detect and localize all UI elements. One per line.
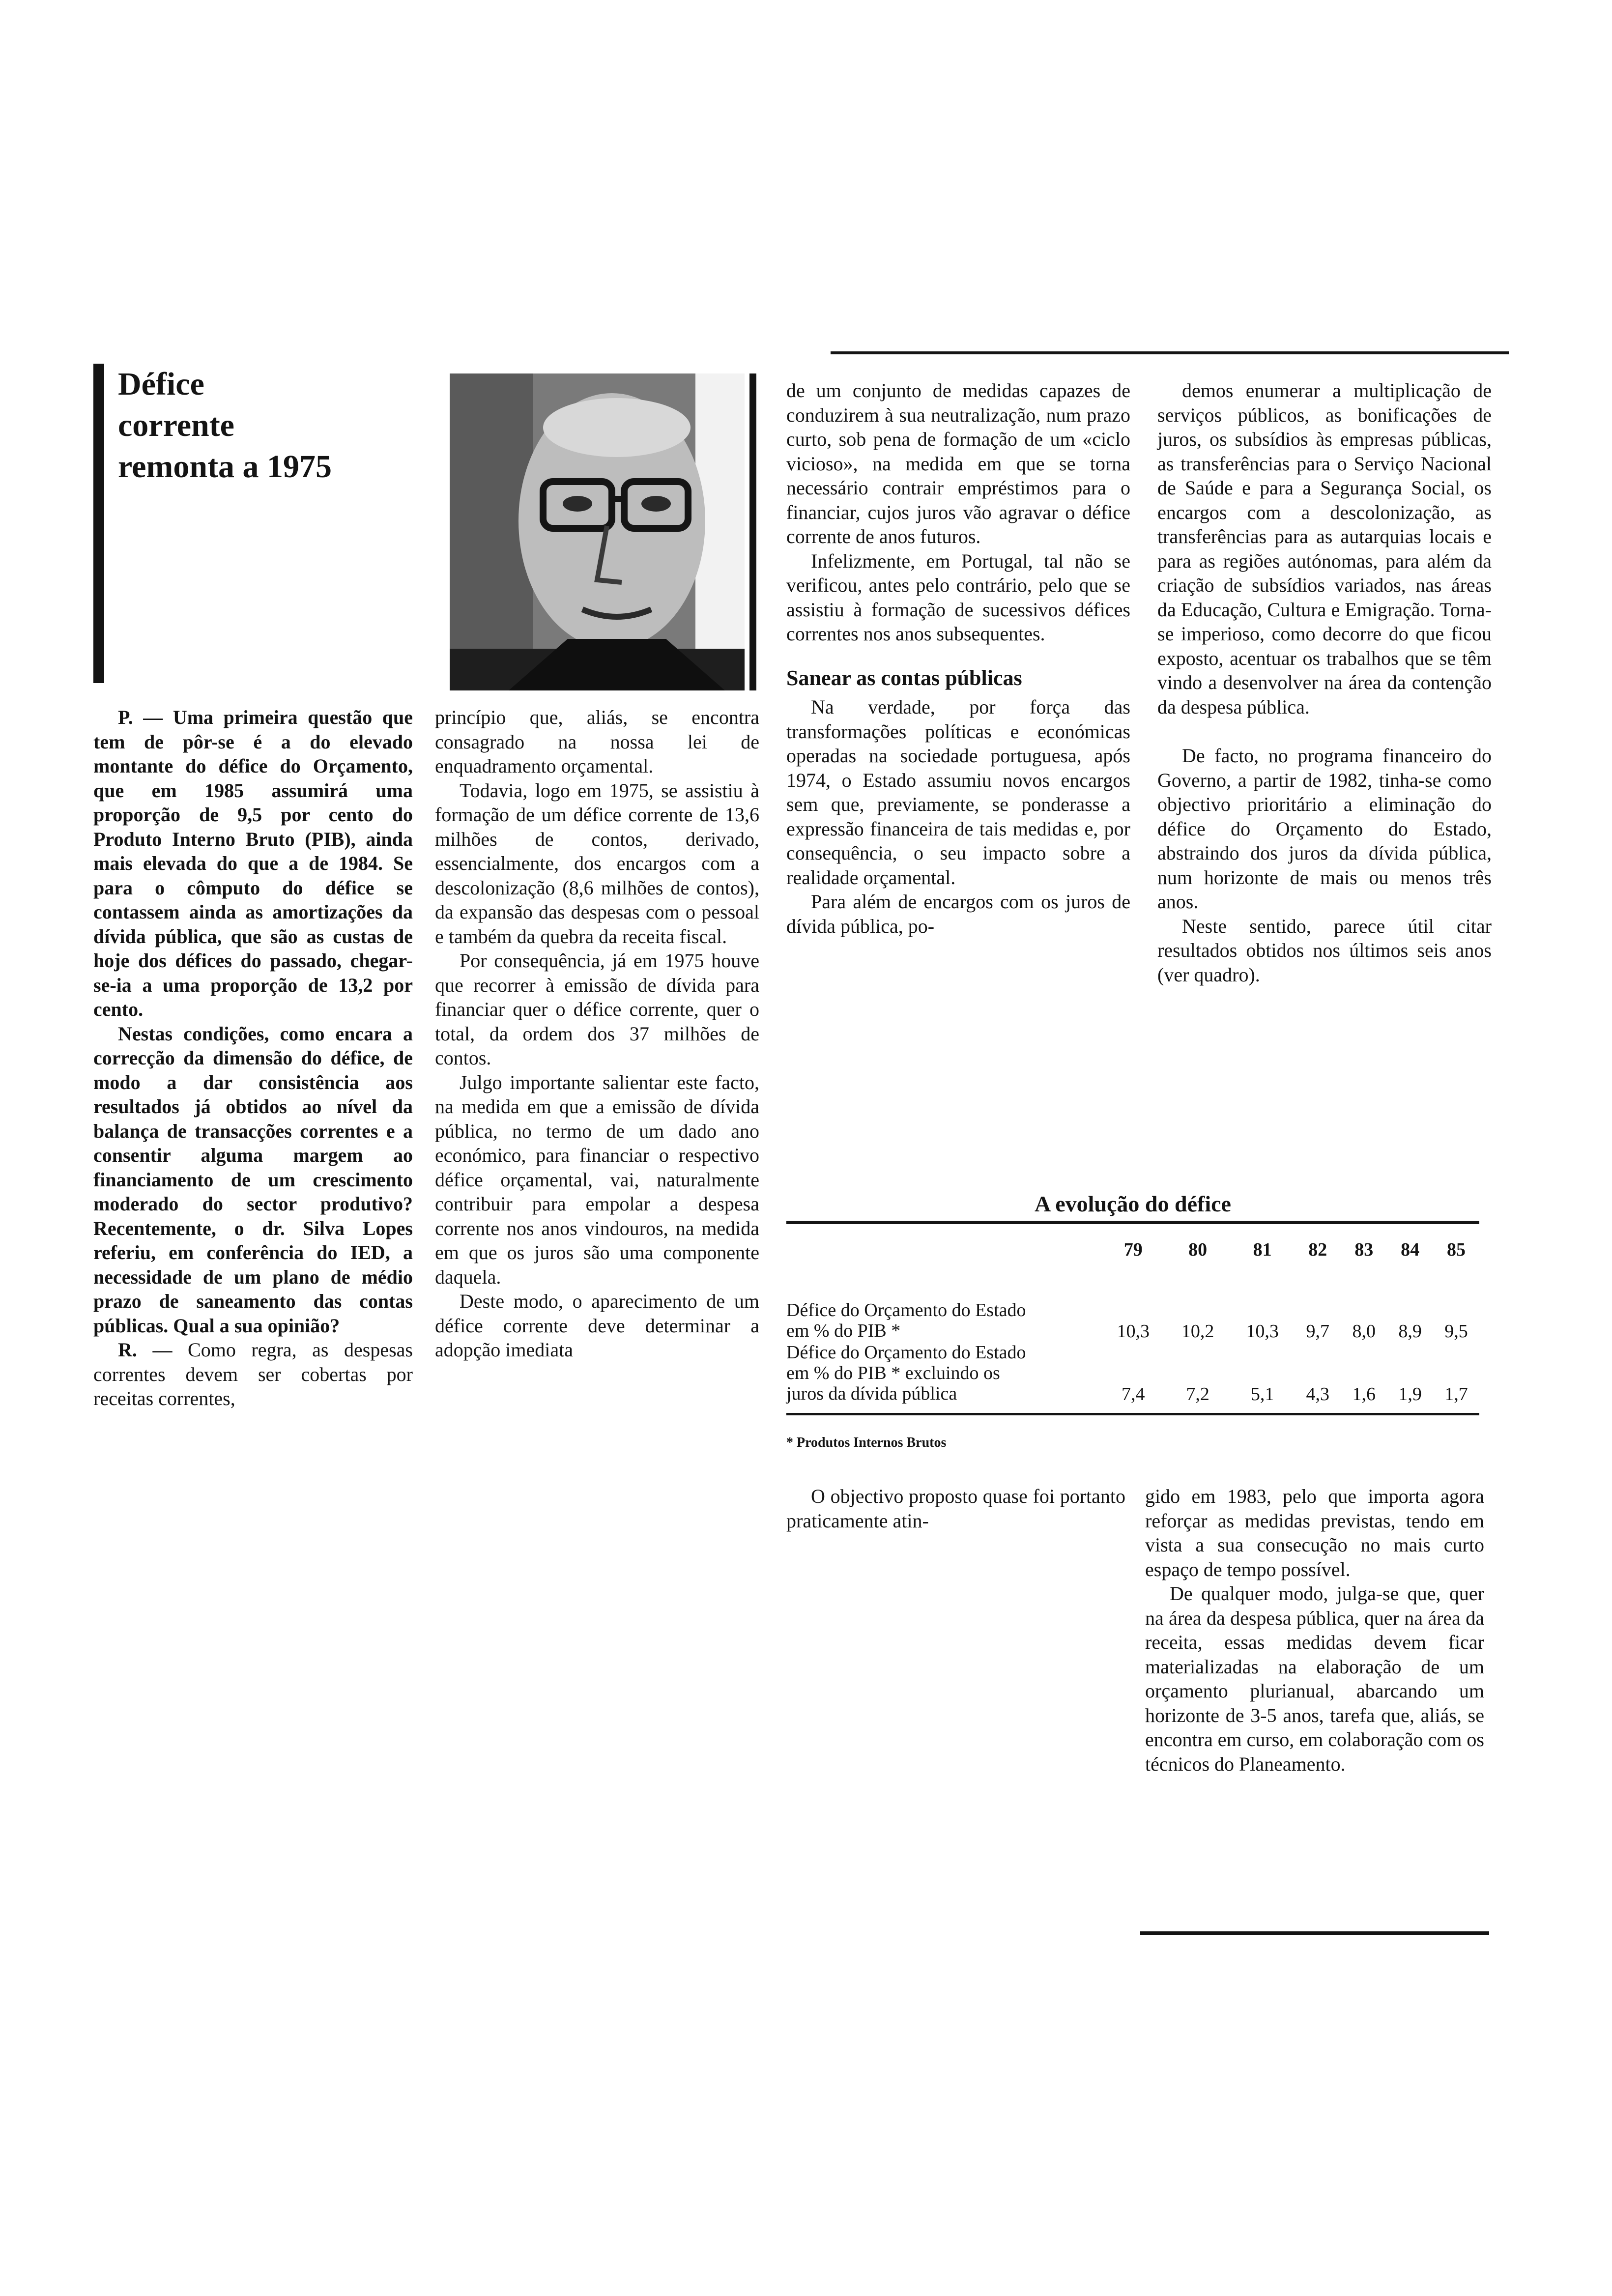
table-footnote: * Produtos Internos Brutos: [786, 1435, 947, 1450]
table-cell: 7,2: [1186, 1384, 1209, 1405]
year-header: 83: [1354, 1239, 1374, 1260]
headline-bar: [93, 364, 104, 683]
col6-paragraph-1: gido em 1983, pelo que importa agora reforçar as medidas previstas, tendo em vista a sua consecução no mais curto espaço de tempo possível.: [1145, 1485, 1484, 1580]
col2-paragraph-4: Julgo importante salientar este facto, na medida em que a emissão de dívida pública, no termo de um dado ano económico, para financiar o respectivo défice orçamental, vai, naturalmente contribuir para empolar a despesa corrente nos anos vindouros, na medida em que os juros são uma componente daquela.: [435, 1071, 759, 1288]
answer-text: Como regra, as despesas correntes devem ser cobertas por receitas correntes,: [93, 1339, 413, 1409]
row-label-line: em % do PIB *: [786, 1320, 901, 1341]
table-cell: 8,0: [1352, 1321, 1376, 1342]
subheading-sanear: Sanear as contas públicas: [786, 665, 1022, 690]
bottom-rule: [1140, 1931, 1489, 1935]
column-3: [786, 378, 1130, 938]
column-1: [93, 705, 413, 1411]
portrait-photo-icon: [450, 373, 745, 690]
row-label: [786, 1342, 1101, 1405]
col2-paragraph-5: Deste modo, o aparecimento de um défice corrente deve determinar a adopção imediata: [435, 1290, 759, 1361]
table-cell: 9,7: [1306, 1321, 1330, 1342]
year-header: 82: [1308, 1239, 1327, 1260]
top-rule: [831, 351, 1509, 354]
answer-label: R. —: [118, 1339, 173, 1361]
deficit-table: [786, 1239, 1479, 1405]
col4-paragraph-2: De facto, no programa financeiro do Governo, a partir de 1982, tinha-se como objectivo prioritário a eliminação do défice do Orçamento do Estado, abstraindo dos juros da dívida pública, num horizonte de mais ou menos três anos.: [1157, 745, 1492, 913]
question-2: Nestas condições, como encara a correcção da dimensão do défice, de modo a dar consistência aos resultados já obtidos ao nível da balança de transacções correntes e a consentir alguma margem ao financiamento de um crescimento moderado do sector produtivo? Recentemente, o dr. Silva Lopes referiu, em conferência do IED, a necessidade de um plano de médio prazo de saneamento das contas públicas. Qual a sua opinião?: [93, 1022, 413, 1337]
row-label-line: Défice do Orçamento do Estado: [786, 1300, 1026, 1320]
year-header: 79: [1123, 1239, 1143, 1260]
table-cell: 9,5: [1444, 1321, 1468, 1342]
col4-paragraph-3: Neste sentido, parece útil citar resultados obtidos nos últimos seis anos (ver quadro).: [1157, 915, 1492, 986]
question-1-text: Uma primeira questão que tem de pôr-se é a do elevado montante do défice do Orçamento, que em 1985 assumirá uma proporção de 9,5 por cento do Produto Interno Bruto (PIB), ainda mais elevada do que a de 1984. Se para o cômputo do défice se contassem ainda as amortizações da dívida pública, que são as custas de hoje dos défices do passado, chegar-se-ia a uma proporção de 13,2 por cento.: [93, 706, 413, 1020]
photo-rule: [749, 373, 756, 690]
table-cell: 10,3: [1246, 1321, 1279, 1342]
col3-paragraph-2: Infelizmente, em Portugal, tal não se verificou, antes pelo contrário, pelo que se assistiu à formação de sucessivos défices correntes nos anos subsequentes.: [786, 549, 1130, 645]
portrait-photo: [450, 373, 745, 690]
deficit-table-block: [786, 1189, 1479, 1451]
row-label-line: Défice do Orçamento do Estado: [786, 1342, 1026, 1363]
col3-paragraph-1: de um conjunto de medidas capazes de conduzirem à sua neutralização, num prazo curto, sob pena de formação de um «ciclo vicioso», na medida em que se torna necessário contrair empréstimos para o financiar, cujos juros vão agravar o défice corrente de anos futuros.: [786, 379, 1130, 547]
column-2: [435, 705, 759, 1362]
headline: [118, 364, 413, 488]
headline-line-2: corrente: [118, 407, 234, 443]
table-header-row: [786, 1239, 1479, 1261]
year-header: 81: [1253, 1239, 1272, 1260]
year-header: 80: [1188, 1239, 1208, 1260]
table-cell: 10,2: [1181, 1321, 1214, 1342]
table-cell: 1,6: [1352, 1384, 1376, 1405]
column-6: [1145, 1484, 1484, 1776]
question-1: [93, 705, 413, 1022]
row-label-line: juros da dívida pública: [786, 1383, 957, 1404]
table-row: [786, 1342, 1479, 1405]
table-cell: 1,7: [1444, 1384, 1468, 1405]
col2-paragraph-3: Por consequência, já em 1975 houve que recorrer à emissão de dívida para financiar quer o défice corrente, quer o total, da ordem dos 37 milhões de contos.: [435, 949, 759, 1069]
col2-paragraph-1: princípio que, aliás, se encontra consagrado na nossa lei de enquadramento orçamental.: [435, 706, 759, 777]
table-rule-bottom: [786, 1413, 1479, 1415]
col6-paragraph-2: De qualquer modo, julga-se que, quer na área da despesa pública, quer na área da receita, essas medidas devem ficar materializadas na elaboração de um orçamento plurianual, abarcando um horizonte de 3-5 anos, tarefa que, aliás, se encontra em curso, em colaboração com os técnicos do Planeamento.: [1145, 1582, 1484, 1775]
table-cell: 5,1: [1250, 1384, 1274, 1405]
table-row: [786, 1300, 1479, 1342]
headline-line-1: Défice: [118, 366, 204, 402]
year-header: 84: [1401, 1239, 1420, 1260]
row-label: [786, 1300, 1101, 1342]
table-cell: 4,3: [1306, 1384, 1330, 1405]
column-5: [786, 1484, 1125, 1533]
table-cell: 10,3: [1117, 1321, 1150, 1342]
question-label: P. —: [118, 706, 163, 728]
table-cell: 7,4: [1121, 1384, 1145, 1405]
table-rule-top: [786, 1221, 1479, 1224]
row-label-line: em % do PIB * excluindo os: [786, 1363, 1000, 1383]
table-cell: 1,9: [1398, 1384, 1422, 1405]
col3-paragraph-3: Na verdade, por força das transformações políticas e económicas operadas na sociedade portuguesa, após 1974, o Estado assumiu novos encargos sem que, previamente, se ponderasse a expressão financeira de tais medidas e, por consequência, o seu impacto sobre a realidade orçamental.: [786, 696, 1130, 889]
col3-paragraph-4: Para além de encargos com os juros de dívida pública, po-: [786, 890, 1130, 937]
col4-paragraph-1: demos enumerar a multiplicação de serviços públicos, as bonificações de juros, os subsídios às empresas públicas, as transferências para o Serviço Nacional de Saúde e para a Segurança Social, os encargos com a descolonização, as transferências para as autarquias locais e para as regiões autónomas, para além da criação de subsídios variados, nas áreas da Educação, Cultura e Emigração. Torna-se imperioso, como decorre do que ficou exposto, acentuar os trabalhos que se têm vindo a desenvolver na área da contenção da despesa pública.: [1157, 379, 1492, 718]
col2-paragraph-2: Todavia, logo em 1975, se assistiu à formação de um défice corrente de 13,6 milhões de contos, derivado, essencialmente, dos encargos com a descolonização (8,6 milhões de contos), da expansão das despesas com o pessoal e também da quebra da receita fiscal.: [435, 779, 759, 947]
col5-paragraph-1: O objectivo proposto quase foi portanto praticamente atin-: [786, 1485, 1125, 1532]
table-cell: 8,9: [1398, 1321, 1422, 1342]
headline-line-3: remonta a 1975: [118, 449, 332, 485]
table-title: A evolução do défice: [1035, 1191, 1231, 1216]
column-4: [1157, 378, 1492, 987]
answer-start: [93, 1338, 413, 1411]
year-header: 85: [1447, 1239, 1466, 1260]
